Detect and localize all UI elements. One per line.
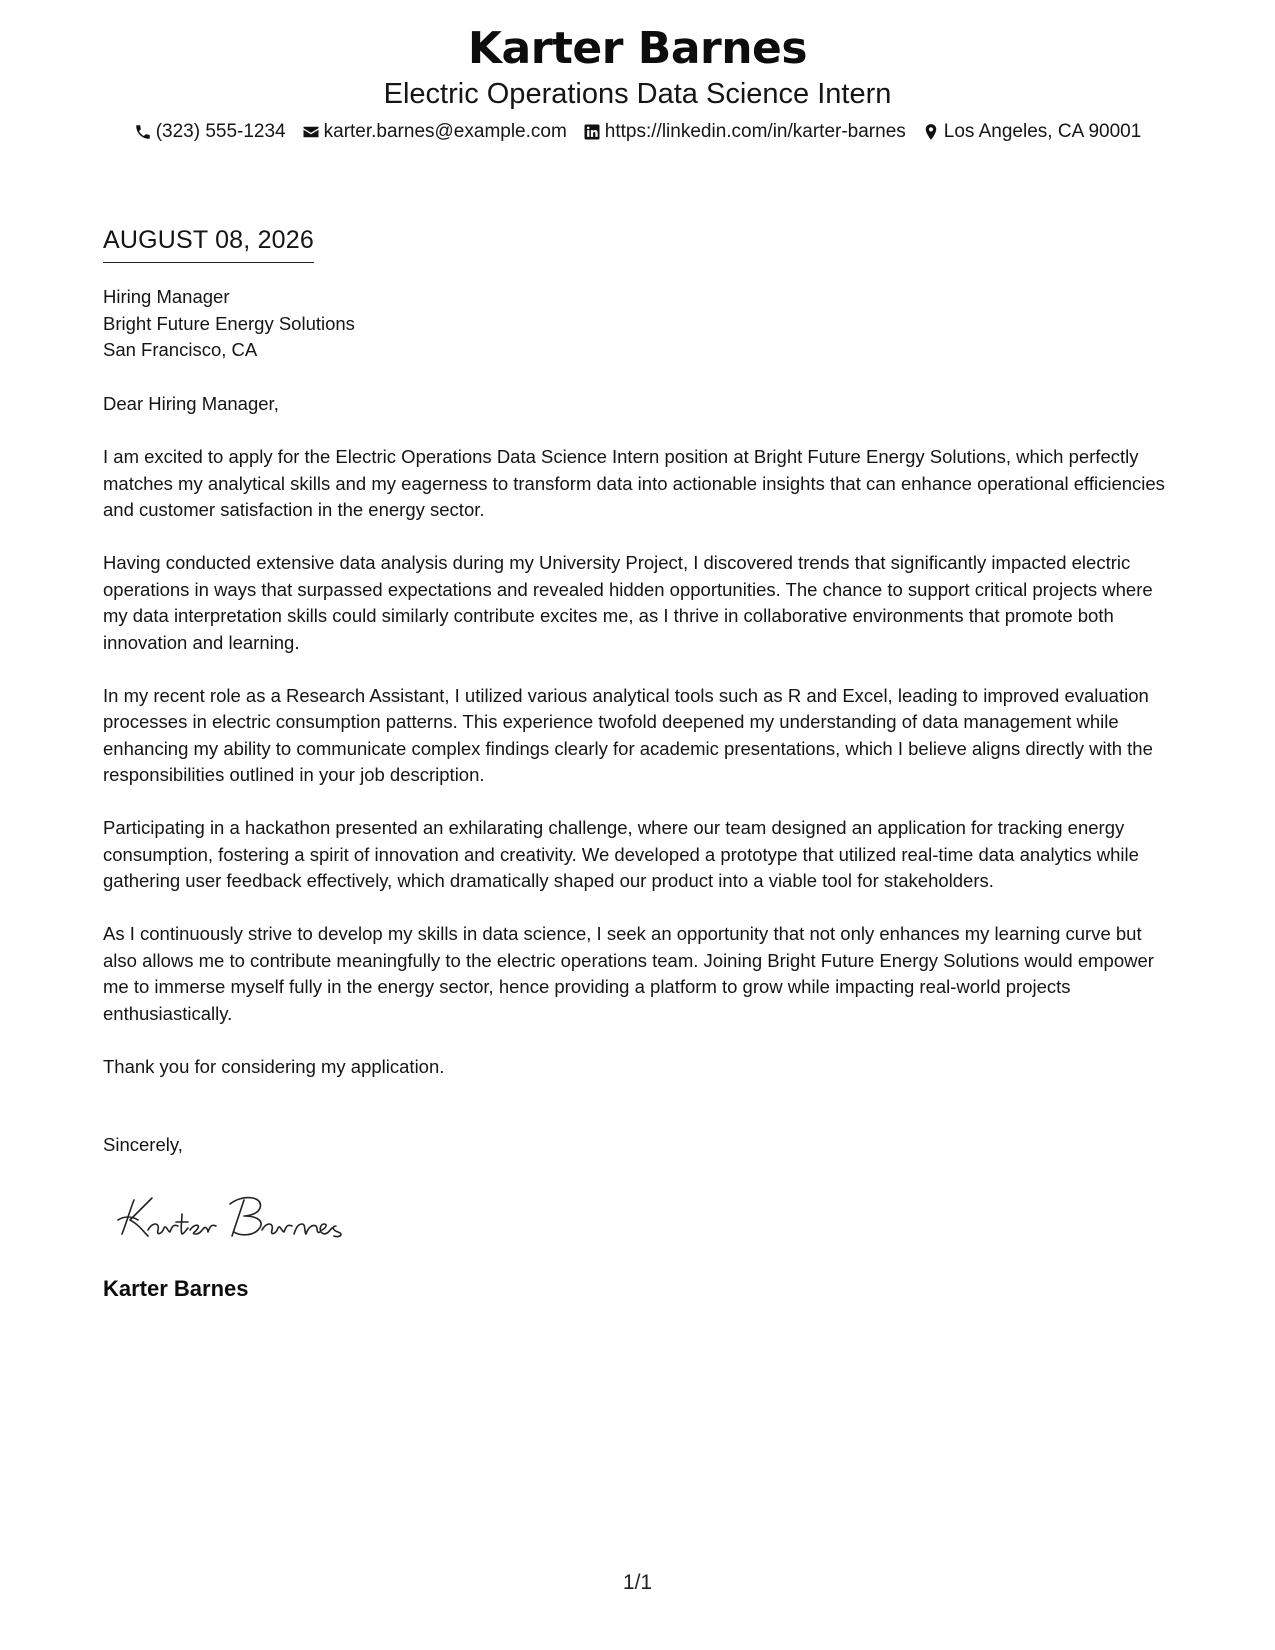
contact-linkedin[interactable] bbox=[583, 120, 906, 144]
location-text: Los Angeles, CA 90001 bbox=[943, 121, 1142, 142]
applicant-name: Karter Barnes bbox=[467, 23, 808, 74]
letter-closing: Sincerely, bbox=[103, 1134, 183, 1155]
map-pin-icon bbox=[922, 123, 940, 141]
phone-icon bbox=[134, 123, 152, 141]
body-paragraph: I am excited to apply for the Electric Operations Data Science Intern position at Bright Future Energy Solutions, which perfectly matches my analytical skills and my eagerness to transform data into actionable insights that can enhance operational efficiencies and customer satisfaction in the energy sector. bbox=[103, 446, 1165, 520]
signed-name: Karter Barnes bbox=[103, 1276, 249, 1301]
applicant-role: Electric Operations Data Science Intern bbox=[383, 78, 892, 110]
date-block bbox=[103, 224, 314, 263]
handwritten-signature bbox=[112, 1186, 352, 1246]
page-number: 1/1 bbox=[622, 1571, 653, 1594]
letter-header bbox=[0, 22, 1275, 144]
letter-greeting: Dear Hiring Manager, bbox=[103, 393, 279, 414]
body-paragraph: Having conducted extensive data analysis during my University Project, I discovered trends that significantly impacted electric operations in ways that surpassed expectations and revealed hidden opportunities. The chance to support critical projects where my data interpretation skills could similarly contribute excites me, as I thrive in collaborative environments that promote both innovation and learning. bbox=[103, 552, 1153, 653]
envelope-icon bbox=[302, 123, 320, 141]
phone-text: (323) 555-1234 bbox=[155, 121, 286, 142]
recipient-title: Hiring Manager bbox=[103, 286, 230, 307]
letter-date: AUGUST 08, 2026 bbox=[103, 224, 314, 263]
body-paragraph: As I continuously strive to develop my skills in data science, I seek an opportunity that not only enhances my learning curve but also allows me to contribute meaningfully to the electric operations team. Joining Bright Future Energy Solutions would empower me to immerse myself fully in the energy sector, hence providing a platform to grow while impacting real-world projects enthusiastically. bbox=[103, 923, 1154, 1024]
letter-body bbox=[103, 391, 1173, 1107]
body-paragraph: In my recent role as a Research Assistant, I utilized various analytical tools such as R and Excel, leading to improved evaluation processes in electric consumption patterns. This experience twofold deepened my understanding of data management while enhancing my ability to communicate complex findings clearly for academic presentations, which I believe aligns directly with the responsibilities outlined in your job description. bbox=[103, 684, 1153, 785]
contact-location bbox=[922, 120, 1142, 144]
recipient-company: Bright Future Energy Solutions bbox=[103, 312, 355, 334]
linkedin-link[interactable]: https://linkedin.com/in/karter-barnes bbox=[604, 121, 906, 142]
contact-email[interactable] bbox=[302, 120, 567, 144]
body-paragraph: Participating in a hackathon presented an exhilarating challenge, where our team designed an application for tracking energy consumption, fostering a spirit of innovation and creativity. We developed a prototype that utilized real-time data analytics while gathering user feedback effectively, which dramatically shaped our product into a viable tool for stakeholders. bbox=[103, 817, 1139, 891]
email-link[interactable]: karter.barnes@example.com bbox=[323, 121, 567, 142]
contact-bar bbox=[0, 120, 1275, 144]
linkedin-icon bbox=[583, 123, 601, 141]
recipient-address bbox=[103, 284, 355, 364]
contact-phone bbox=[134, 120, 286, 144]
thank-you-paragraph: Thank you for considering my application. bbox=[103, 1055, 445, 1077]
recipient-location: San Francisco, CA bbox=[103, 339, 258, 360]
